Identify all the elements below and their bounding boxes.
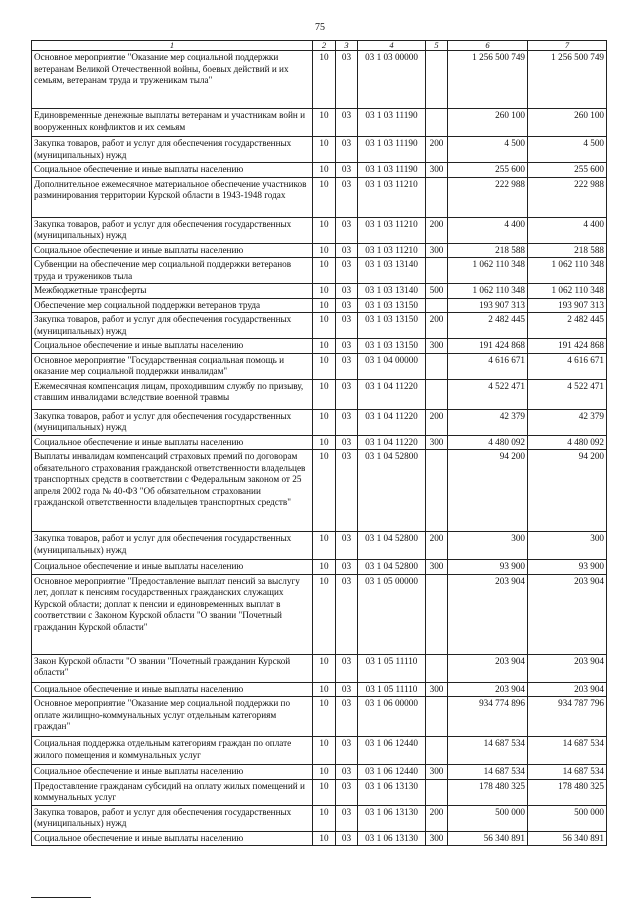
subsection-cell: 03 — [336, 831, 358, 846]
amount-year1-cell: 1 256 500 749 — [448, 51, 528, 109]
amount-year1-cell: 4 400 — [448, 217, 528, 243]
row-name-cell: Единовременные денежные выплаты ветеранам и участникам войн и вооруженных конфликтов и их семьям — [32, 109, 313, 137]
section-cell: 10 — [313, 765, 336, 780]
section-cell: 10 — [313, 109, 336, 137]
row-name-cell: Дополнительное ежемесячное материальное обеспечение участников разминирования территории Курской области в 1943-1948 годах — [32, 177, 313, 217]
target-article-cell: 03 1 06 13130 — [358, 779, 426, 805]
subsection-cell: 03 — [336, 435, 358, 450]
section-cell: 10 — [313, 697, 336, 737]
amount-year2-cell: 193 907 313 — [528, 298, 607, 313]
expense-type-cell: 500 — [426, 284, 448, 299]
amount-year1-cell: 218 588 — [448, 243, 528, 258]
amount-year1-cell: 500 000 — [448, 805, 528, 831]
budget-table — [31, 40, 607, 846]
amount-year2-cell: 203 904 — [528, 654, 607, 682]
subsection-cell: 03 — [336, 805, 358, 831]
expense-type-cell: 300 — [426, 765, 448, 780]
target-article-cell: 03 1 03 13150 — [358, 298, 426, 313]
amount-year2-cell: 4 400 — [528, 217, 607, 243]
section-cell: 10 — [313, 51, 336, 109]
table-row — [32, 51, 607, 109]
table-row — [32, 654, 607, 682]
target-article-cell: 03 1 04 52800 — [358, 560, 426, 575]
section-cell: 10 — [313, 779, 336, 805]
header-row — [32, 41, 607, 51]
target-article-cell: 03 1 03 13150 — [358, 339, 426, 354]
expense-type-cell: 200 — [426, 409, 448, 435]
col-header-1: 1 — [32, 41, 313, 51]
expense-type-cell: 300 — [426, 163, 448, 178]
row-name-cell: Закупка товаров, работ и услуг для обеспечения государственных (муниципальных) нужд — [32, 137, 313, 163]
subsection-cell: 03 — [336, 574, 358, 654]
table-row — [32, 779, 607, 805]
amount-year2-cell: 1 256 500 749 — [528, 51, 607, 109]
row-name-cell: Социальное обеспечение и иные выплаты населению — [32, 243, 313, 258]
expense-type-cell — [426, 654, 448, 682]
amount-year1-cell: 4 616 671 — [448, 353, 528, 379]
amount-year1-cell: 203 904 — [448, 682, 528, 697]
row-name-cell: Закон Курской области "О звании "Почетный гражданин Курской области" — [32, 654, 313, 682]
table-row — [32, 409, 607, 435]
subsection-cell: 03 — [336, 339, 358, 354]
amount-year2-cell: 4 480 092 — [528, 435, 607, 450]
table-row — [32, 450, 607, 532]
section-cell: 10 — [313, 409, 336, 435]
row-name-cell: Основное мероприятие "Оказание мер социальной поддержки ветеранам Великой Отечественной войны, боевых действий и их семьям, ветеранам труда и труженикам тыла" — [32, 51, 313, 109]
amount-year1-cell: 300 — [448, 532, 528, 560]
amount-year2-cell: 178 480 325 — [528, 779, 607, 805]
target-article-cell: 03 1 06 12440 — [358, 765, 426, 780]
expense-type-cell — [426, 258, 448, 284]
amount-year1-cell: 42 379 — [448, 409, 528, 435]
section-cell: 10 — [313, 137, 336, 163]
amount-year2-cell: 93 900 — [528, 560, 607, 575]
target-article-cell: 03 1 06 13130 — [358, 805, 426, 831]
table-row — [32, 435, 607, 450]
amount-year2-cell: 255 600 — [528, 163, 607, 178]
section-cell: 10 — [313, 737, 336, 765]
section-cell: 10 — [313, 654, 336, 682]
row-name-cell: Социальное обеспечение и иные выплаты населению — [32, 765, 313, 780]
row-name-cell: Закупка товаров, работ и услуг для обеспечения государственных (муниципальных) нужд — [32, 805, 313, 831]
row-name-cell: Социальное обеспечение и иные выплаты населению — [32, 435, 313, 450]
row-name-cell: Закупка товаров, работ и услуг для обеспечения государственных (муниципальных) нужд — [32, 313, 313, 339]
amount-year2-cell: 1 062 110 348 — [528, 258, 607, 284]
subsection-cell: 03 — [336, 243, 358, 258]
subsection-cell: 03 — [336, 737, 358, 765]
table-row — [32, 379, 607, 409]
amount-year1-cell: 93 900 — [448, 560, 528, 575]
target-article-cell: 03 1 04 11220 — [358, 409, 426, 435]
expense-type-cell: 300 — [426, 339, 448, 354]
section-cell: 10 — [313, 435, 336, 450]
subsection-cell: 03 — [336, 163, 358, 178]
table-row — [32, 831, 607, 846]
section-cell: 10 — [313, 560, 336, 575]
expense-type-cell — [426, 353, 448, 379]
row-name-cell: Закупка товаров, работ и услуг для обеспечения государственных (муниципальных) нужд — [32, 409, 313, 435]
target-article-cell: 03 1 03 13150 — [358, 313, 426, 339]
expense-type-cell — [426, 177, 448, 217]
subsection-cell: 03 — [336, 298, 358, 313]
subsection-cell: 03 — [336, 682, 358, 697]
table-row — [32, 682, 607, 697]
col-header-7: 7 — [528, 41, 607, 51]
target-article-cell: 03 1 03 11190 — [358, 163, 426, 178]
target-article-cell: 03 1 03 11190 — [358, 109, 426, 137]
target-article-cell: 03 1 04 52800 — [358, 450, 426, 532]
table-row — [32, 163, 607, 178]
table-row — [32, 298, 607, 313]
amount-year1-cell: 260 100 — [448, 109, 528, 137]
amount-year2-cell: 218 588 — [528, 243, 607, 258]
table-row — [32, 805, 607, 831]
table-row — [32, 137, 607, 163]
subsection-cell: 03 — [336, 654, 358, 682]
amount-year1-cell: 178 480 325 — [448, 779, 528, 805]
target-article-cell: 03 1 05 11110 — [358, 654, 426, 682]
target-article-cell: 03 1 04 11220 — [358, 379, 426, 409]
page-number: 75 — [315, 22, 325, 33]
section-cell: 10 — [313, 805, 336, 831]
subsection-cell: 03 — [336, 765, 358, 780]
section-cell: 10 — [313, 243, 336, 258]
amount-year1-cell: 191 424 868 — [448, 339, 528, 354]
target-article-cell: 03 1 03 13140 — [358, 284, 426, 299]
target-article-cell: 03 1 03 00000 — [358, 51, 426, 109]
section-cell: 10 — [313, 217, 336, 243]
subsection-cell: 03 — [336, 409, 358, 435]
amount-year1-cell: 1 062 110 348 — [448, 258, 528, 284]
subsection-cell: 03 — [336, 258, 358, 284]
table-row — [32, 217, 607, 243]
col-header-3: 3 — [336, 41, 358, 51]
amount-year2-cell: 1 062 110 348 — [528, 284, 607, 299]
target-article-cell: 03 1 04 52800 — [358, 532, 426, 560]
amount-year1-cell: 2 482 445 — [448, 313, 528, 339]
amount-year1-cell: 4 522 471 — [448, 379, 528, 409]
row-name-cell: Социальное обеспечение и иные выплаты населению — [32, 831, 313, 846]
target-article-cell: 03 1 06 12440 — [358, 737, 426, 765]
section-cell: 10 — [313, 831, 336, 846]
table-row — [32, 243, 607, 258]
expense-type-cell: 300 — [426, 560, 448, 575]
row-name-cell: Закупка товаров, работ и услуг для обеспечения государственных (муниципальных) нужд — [32, 217, 313, 243]
row-name-cell: Основное мероприятие "Государственная социальная помощь и оказание мер социальной поддержки инвалидам" — [32, 353, 313, 379]
section-cell: 10 — [313, 450, 336, 532]
amount-year1-cell: 193 907 313 — [448, 298, 528, 313]
amount-year2-cell: 42 379 — [528, 409, 607, 435]
amount-year1-cell: 203 904 — [448, 654, 528, 682]
target-article-cell: 03 1 04 11220 — [358, 435, 426, 450]
expense-type-cell: 200 — [426, 217, 448, 243]
table-body — [32, 51, 607, 846]
amount-year1-cell: 56 340 891 — [448, 831, 528, 846]
section-cell: 10 — [313, 298, 336, 313]
table-row — [32, 284, 607, 299]
amount-year1-cell: 203 904 — [448, 574, 528, 654]
amount-year2-cell: 191 424 868 — [528, 339, 607, 354]
target-article-cell: 03 1 06 13130 — [358, 831, 426, 846]
target-article-cell: 03 1 06 00000 — [358, 697, 426, 737]
table-row — [32, 313, 607, 339]
amount-year1-cell: 14 687 534 — [448, 765, 528, 780]
row-name-cell: Социальное обеспечение и иные выплаты населению — [32, 339, 313, 354]
section-cell: 10 — [313, 574, 336, 654]
expense-type-cell: 300 — [426, 435, 448, 450]
section-cell: 10 — [313, 313, 336, 339]
subsection-cell: 03 — [336, 697, 358, 737]
expense-type-cell — [426, 697, 448, 737]
amount-year2-cell: 56 340 891 — [528, 831, 607, 846]
row-name-cell: Социальное обеспечение и иные выплаты населению — [32, 560, 313, 575]
expense-type-cell — [426, 737, 448, 765]
table-row — [32, 177, 607, 217]
row-name-cell: Межбюджетные трансферты — [32, 284, 313, 299]
subsection-cell: 03 — [336, 217, 358, 243]
amount-year2-cell: 4 500 — [528, 137, 607, 163]
amount-year2-cell: 4 616 671 — [528, 353, 607, 379]
expense-type-cell: 200 — [426, 137, 448, 163]
row-name-cell: Социальное обеспечение и иные выплаты населению — [32, 682, 313, 697]
col-header-4: 4 — [358, 41, 426, 51]
table-row — [32, 353, 607, 379]
section-cell: 10 — [313, 532, 336, 560]
amount-year1-cell: 255 600 — [448, 163, 528, 178]
row-name-cell: Ежемесячная компенсация лицам, проходившим службу по призыву, ставшим инвалидами вследствие военной травмы — [32, 379, 313, 409]
amount-year2-cell: 203 904 — [528, 574, 607, 654]
subsection-cell: 03 — [336, 450, 358, 532]
amount-year2-cell: 222 988 — [528, 177, 607, 217]
row-name-cell: Социальная поддержка отдельным категориям граждан по оплате жилого помещения и коммунальных услуг — [32, 737, 313, 765]
subsection-cell: 03 — [336, 379, 358, 409]
amount-year1-cell: 1 062 110 348 — [448, 284, 528, 299]
table-row — [32, 697, 607, 737]
target-article-cell: 03 1 03 11190 — [358, 137, 426, 163]
expense-type-cell: 200 — [426, 313, 448, 339]
row-name-cell: Обеспечение мер социальной поддержки ветеранов труда — [32, 298, 313, 313]
expense-type-cell — [426, 779, 448, 805]
target-article-cell: 03 1 05 11110 — [358, 682, 426, 697]
table-row — [32, 574, 607, 654]
amount-year2-cell: 4 522 471 — [528, 379, 607, 409]
subsection-cell: 03 — [336, 779, 358, 805]
amount-year1-cell: 14 687 534 — [448, 737, 528, 765]
target-article-cell: 03 1 04 00000 — [358, 353, 426, 379]
row-name-cell: Закупка товаров, работ и услуг для обеспечения государственных (муниципальных) нужд — [32, 532, 313, 560]
amount-year2-cell: 2 482 445 — [528, 313, 607, 339]
amount-year1-cell: 4 480 092 — [448, 435, 528, 450]
table-row — [32, 560, 607, 575]
subsection-cell: 03 — [336, 137, 358, 163]
row-name-cell: Выплаты инвалидам компенсаций страховых премий по договорам обязательного страхования гражданской ответственности владельцев транспортных средств в соответствии с Федеральным законом от 25 апреля 2002 года № 40-ФЗ "Об обязательном страховании гражданской ответственности владельцев транспортных средств" — [32, 450, 313, 532]
subsection-cell: 03 — [336, 51, 358, 109]
expense-type-cell — [426, 51, 448, 109]
expense-type-cell: 200 — [426, 805, 448, 831]
target-article-cell: 03 1 03 11210 — [358, 177, 426, 217]
col-header-5: 5 — [426, 41, 448, 51]
amount-year2-cell: 934 787 796 — [528, 697, 607, 737]
expense-type-cell — [426, 450, 448, 532]
expense-type-cell — [426, 379, 448, 409]
amount-year2-cell: 14 687 534 — [528, 765, 607, 780]
target-article-cell: 03 1 03 11210 — [358, 217, 426, 243]
section-cell: 10 — [313, 163, 336, 178]
amount-year1-cell: 934 774 896 — [448, 697, 528, 737]
subsection-cell: 03 — [336, 560, 358, 575]
subsection-cell: 03 — [336, 109, 358, 137]
expense-type-cell — [426, 574, 448, 654]
row-name-cell: Социальное обеспечение и иные выплаты населению — [32, 163, 313, 178]
row-name-cell: Основное мероприятие "Предоставление выплат пенсий за выслугу лет, доплат к пенсиям государственных гражданских служащих Курской области; доплат к пенсии и единовременных выплат в соответствии с Законом Курской области "О звании "Почетный гражданин Курской области" — [32, 574, 313, 654]
subsection-cell: 03 — [336, 353, 358, 379]
section-cell: 10 — [313, 339, 336, 354]
section-cell: 10 — [313, 177, 336, 217]
row-name-cell: Предоставление гражданам субсидий на оплату жилых помещений и коммунальных услуг — [32, 779, 313, 805]
table-row — [32, 258, 607, 284]
col-header-2: 2 — [313, 41, 336, 51]
amount-year2-cell: 260 100 — [528, 109, 607, 137]
amount-year2-cell: 14 687 534 — [528, 737, 607, 765]
section-cell: 10 — [313, 284, 336, 299]
amount-year2-cell: 500 000 — [528, 805, 607, 831]
amount-year2-cell: 300 — [528, 532, 607, 560]
footnote-divider — [31, 897, 91, 898]
target-article-cell: 03 1 05 00000 — [358, 574, 426, 654]
expense-type-cell — [426, 109, 448, 137]
subsection-cell: 03 — [336, 284, 358, 299]
expense-type-cell: 300 — [426, 243, 448, 258]
subsection-cell: 03 — [336, 313, 358, 339]
row-name-cell: Основное мероприятие "Оказание мер социальной поддержки по оплате жилищно-коммунальных услуг отдельным категориям граждан" — [32, 697, 313, 737]
expense-type-cell: 300 — [426, 682, 448, 697]
subsection-cell: 03 — [336, 177, 358, 217]
target-article-cell: 03 1 03 13140 — [358, 258, 426, 284]
col-header-6: 6 — [448, 41, 528, 51]
amount-year2-cell: 203 904 — [528, 682, 607, 697]
row-name-cell: Субвенции на обеспечение мер социальной поддержки ветеранов труда и тружеников тыла — [32, 258, 313, 284]
amount-year1-cell: 4 500 — [448, 137, 528, 163]
section-cell: 10 — [313, 353, 336, 379]
table-row — [32, 109, 607, 137]
table-row — [32, 532, 607, 560]
subsection-cell: 03 — [336, 532, 358, 560]
table-row — [32, 737, 607, 765]
expense-type-cell — [426, 298, 448, 313]
section-cell: 10 — [313, 682, 336, 697]
expense-type-cell: 300 — [426, 831, 448, 846]
amount-year1-cell: 94 200 — [448, 450, 528, 532]
section-cell: 10 — [313, 379, 336, 409]
target-article-cell: 03 1 03 11210 — [358, 243, 426, 258]
amount-year1-cell: 222 988 — [448, 177, 528, 217]
table-row — [32, 339, 607, 354]
section-cell: 10 — [313, 258, 336, 284]
expense-type-cell: 200 — [426, 532, 448, 560]
table-row — [32, 765, 607, 780]
amount-year2-cell: 94 200 — [528, 450, 607, 532]
